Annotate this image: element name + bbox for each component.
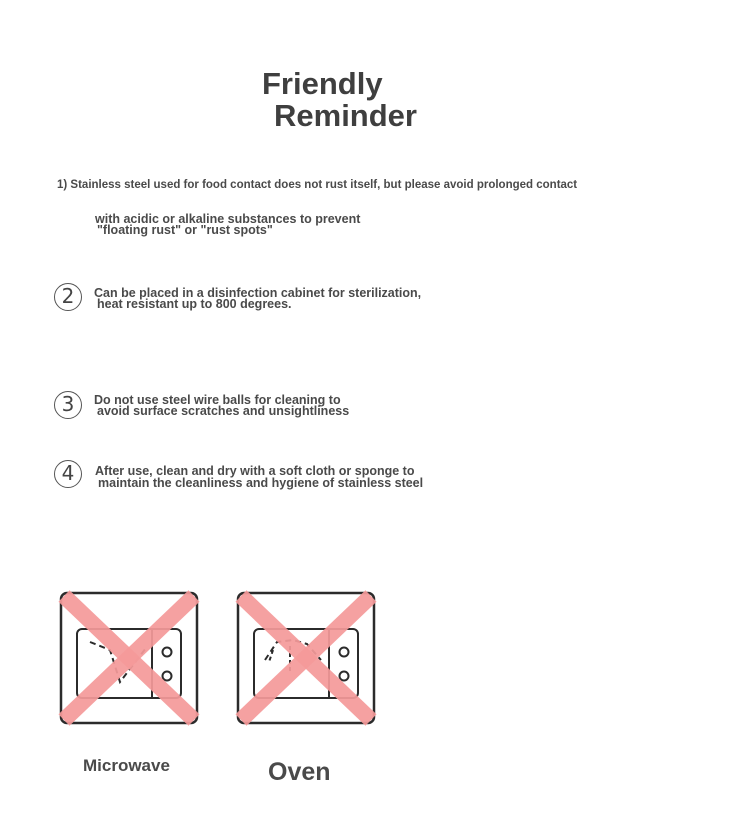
page-title [262,68,417,132]
microwave-prohibited-icon [58,590,200,731]
note-3-line-2: avoid surface scratches and unsightliness [97,404,350,418]
oven-prohibited-icon [235,590,377,731]
note-1-line-2: with acidic or alkaline substances to prevent [95,212,361,226]
title-line-2: Reminder [274,98,417,133]
note-1-line-1: 1) Stainless steel used for food contact does not rust itself, but please avoid prolonged contact [57,179,578,191]
number-circle-2: 2 [54,283,82,311]
oven-label: Oven [268,758,331,786]
number-circle-3: 3 [54,391,82,419]
number-circle-4: 4 [54,460,82,488]
note-1-line-3: "floating rust" or "rust spots" [97,223,273,237]
microwave-label: Microwave [83,756,170,775]
note-2-line-2: heat resistant up to 800 degrees. [97,297,292,311]
note-3-line-1: Do not use steel wire balls for cleaning to [94,393,341,407]
note-4-line-1: After use, clean and dry with a soft cloth or sponge to [95,464,415,478]
note-4-line-2: maintain the cleanliness and hygiene of stainless steel [98,476,424,490]
title-line-1: Friendly [262,66,383,101]
note-2-line-1: Can be placed in a disinfection cabinet for sterilization, [94,286,422,300]
